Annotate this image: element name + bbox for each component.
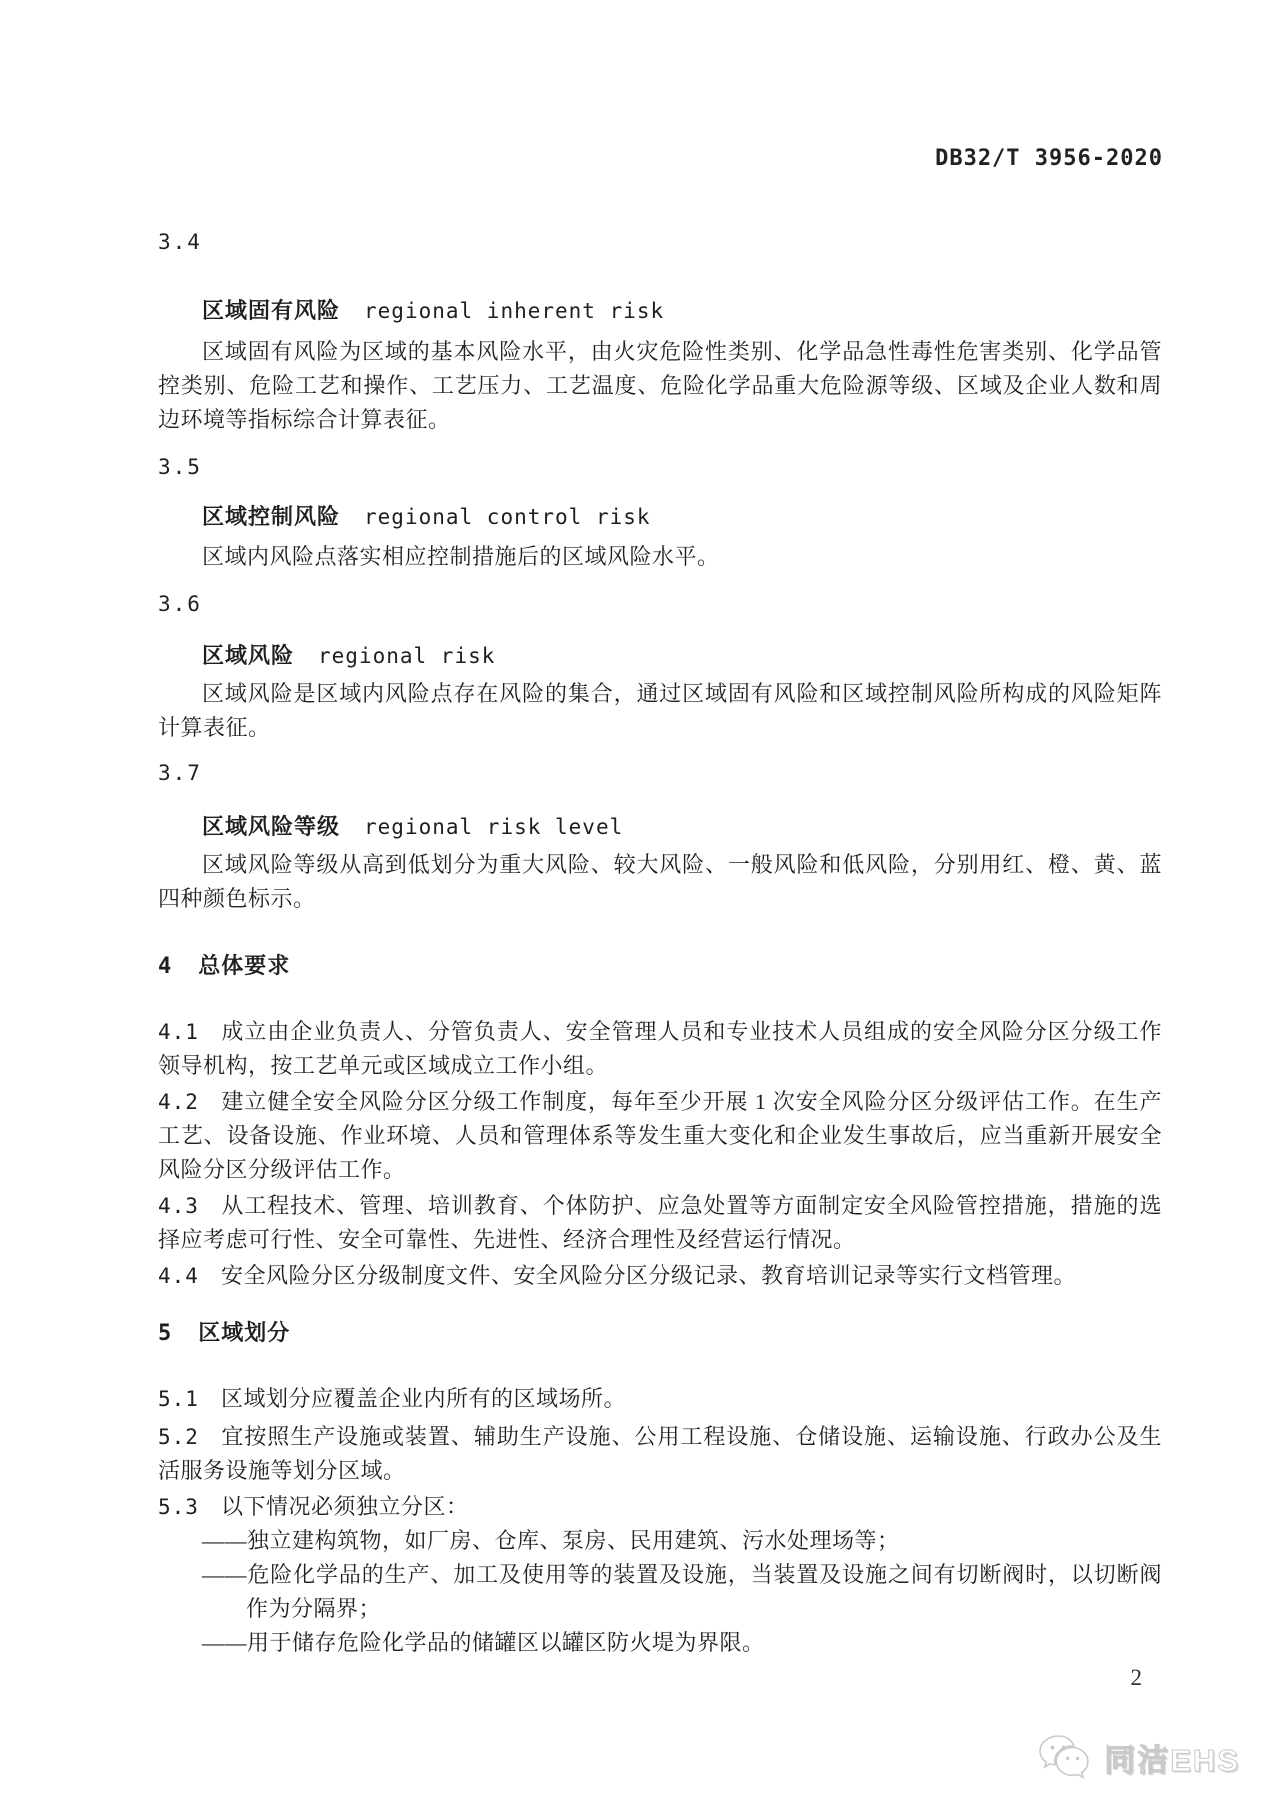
clause-number: 4.4 [158,1264,199,1288]
term-heading-3-5 [158,501,1162,536]
chapter-heading-4 [158,950,1162,983]
clause-text: 区域划分应覆盖企业内所有的区域场所。 [220,1386,626,1411]
clause-text: 成立由企业负责人、分管负责人、安全管理人员和专业技术人员组成的安全风险分区分级工作领导机构，按工艺单元或区域成立工作小组。 [158,1019,1162,1078]
clause-text: 建立健全安全风险分区分级工作制度，每年至少开展 1 次安全风险分区分级评估工作。在生产工艺、设备设施、作业环境、人员和管理体系等发生重大变化和企业发生事故后，应当重新开展安全风险分区分级评估工作。 [158,1089,1162,1182]
chapter-number: 5 [158,1321,173,1346]
term-zh: 区域控制风险 [202,504,341,529]
clause-number: 4.3 [158,1194,199,1218]
clause-5-2 [158,1420,1162,1488]
clause-text: 以下情况必须独立分区： [220,1494,469,1519]
clause-text: 安全风险分区分级制度文件、安全风险分区分级记录、教育培训记录等实行文档管理。 [220,1263,1076,1288]
clause-number: 5.1 [158,1387,199,1411]
term-definition-3-7: 区域风险等级从高到低划分为重大风险、较大风险、一般风险和低风险，分别用红、橙、黄、蓝四种颜色标示。 [158,852,1162,911]
clause-number: 5.3 [158,1495,199,1519]
term-number-3-4: 3.4 [158,230,202,254]
term-en: regional control risk [364,505,651,529]
clause-4-3 [158,1189,1162,1257]
term-number-3-6: 3.6 [158,592,202,616]
clause-text: 宜按照生产设施或装置、辅助生产设施、公用工程设施、仓储设施、运输设施、行政办公及生活服务设施等划分区域。 [158,1424,1162,1483]
term-heading-3-4 [158,295,1162,330]
chapter-title: 区域划分 [198,1320,291,1345]
clause-4-4 [158,1259,1162,1293]
clause-4-2 [158,1085,1162,1187]
term-number-3-5: 3.5 [158,455,202,479]
term-definition-3-5: 区域内风险点落实相应控制措施后的区域风险水平。 [202,544,720,569]
chapter-number: 4 [158,954,173,979]
watermark [1038,1734,1240,1780]
watermark-text: 同洁EHS [1104,1742,1240,1778]
dash-item-1: ——独立建构筑物，如厂房、仓库、泵房、民用建筑、污水处理场等； [202,1528,900,1553]
clause-5-1 [158,1382,1162,1416]
term-definition-3-4: 区域固有风险为区域的基本风险水平，由火灾危险性类别、化学品急性毒性危害类别、化学品管控类别、危险工艺和操作、工艺压力、工艺温度、危险化学品重大危险源等级、区域及企业人数和周边环境等指标综合计算表征。 [158,339,1162,432]
term-heading-3-6 [158,640,1162,675]
clause-number: 5.2 [158,1425,199,1449]
term-en: regional risk [318,644,496,668]
term-number-3-7: 3.7 [158,761,202,785]
term-en: regional inherent risk [364,299,665,323]
term-heading-3-7 [158,811,1162,846]
term-en: regional risk level [364,815,624,839]
standard-code: DB32/T 3956-2020 [935,146,1163,171]
page-number: 2 [1130,1665,1142,1690]
wechat-icon [1038,1734,1094,1780]
clause-text: 从工程技术、管理、培训教育、个体防护、应急处置等方面制定安全风险管控措施，措施的选择应考虑可行性、安全可靠性、先进性、经济合理性及经营运行情况。 [158,1193,1162,1252]
clause-number: 4.2 [158,1090,199,1114]
chapter-heading-5 [158,1317,1162,1350]
clause-number: 4.1 [158,1020,199,1044]
dash-item-2: ——危险化学品的生产、加工及使用等的装置及设施，当装置及设施之间有切断阀时，以切断阀作为分隔界； [202,1562,1162,1621]
clause-5-3 [158,1490,1162,1524]
term-zh: 区域风险 [202,643,295,668]
term-zh: 区域风险等级 [202,814,341,839]
dash-item-3: ——用于储存危险化学品的储罐区以罐区防火堤为界限。 [202,1630,765,1655]
clause-4-1 [158,1015,1162,1083]
term-zh: 区域固有风险 [202,298,341,323]
term-definition-3-6: 区域风险是区域内风险点存在风险的集合，通过区域固有风险和区域控制风险所构成的风险矩阵计算表征。 [158,681,1162,740]
chapter-title: 总体要求 [198,953,291,978]
